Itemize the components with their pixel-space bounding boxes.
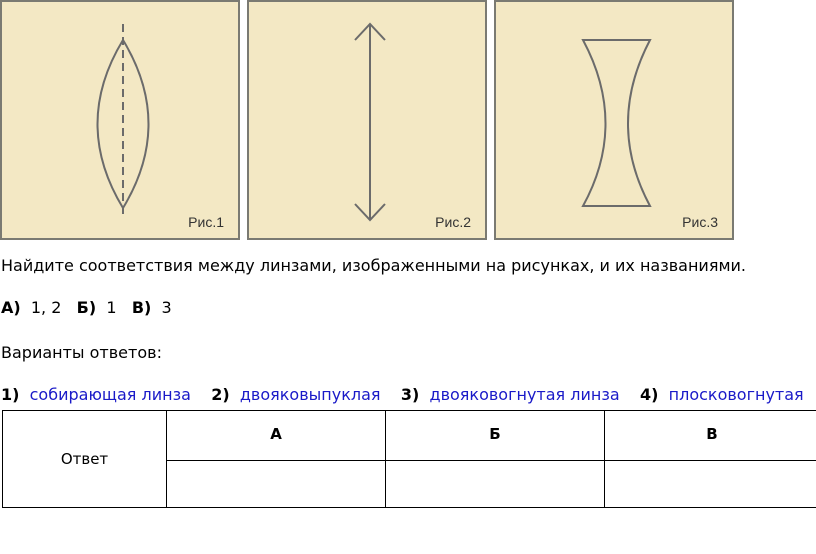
options-line xyxy=(1,385,804,404)
answer-cell-v[interactable] xyxy=(605,461,816,508)
variants-title: Варианты ответов: xyxy=(1,343,162,362)
answer-value-a: 1, 2 xyxy=(30,298,62,317)
biconvex-lens-icon xyxy=(2,2,242,242)
option-text-4: плосковогнутая xyxy=(668,385,804,404)
answer-table xyxy=(2,410,816,508)
figure-caption: Рис.3 xyxy=(682,214,718,230)
option-num-1: 1) xyxy=(1,385,20,404)
answer-cell-b[interactable] xyxy=(386,461,605,508)
option-num-3: 3) xyxy=(400,385,420,404)
question-text: Найдите соответствия между линзами, изображенными на рисунках, и их названиями. xyxy=(1,256,746,275)
biconcave-lens-icon xyxy=(496,2,736,242)
option-text-2: двояковыпуклая xyxy=(239,385,381,404)
answer-key-a: А) xyxy=(1,298,21,317)
figure-1 xyxy=(0,0,240,240)
answer-row-label: Ответ xyxy=(3,411,167,508)
option-text-1: собирающая линза xyxy=(29,385,191,404)
column-header-v: В xyxy=(605,411,816,461)
converging-lens-symbol-icon xyxy=(249,2,489,242)
option-num-4: 4) xyxy=(640,385,659,404)
figure-caption: Рис.2 xyxy=(435,214,471,230)
answer-line xyxy=(1,298,172,317)
answer-cell-a[interactable] xyxy=(167,461,386,508)
option-num-2: 2) xyxy=(211,385,230,404)
answer-value-v: 3 xyxy=(161,298,172,317)
column-header-a: А xyxy=(167,411,386,461)
answer-key-b: Б) xyxy=(76,298,97,317)
answer-key-v: В) xyxy=(131,298,152,317)
option-text-3: двояковогнутая линза xyxy=(429,385,620,404)
figure-caption: Рис.1 xyxy=(188,214,224,230)
answer-value-b: 1 xyxy=(106,298,117,317)
figure-3 xyxy=(494,0,734,240)
figure-2 xyxy=(247,0,487,240)
column-header-b: Б xyxy=(386,411,605,461)
